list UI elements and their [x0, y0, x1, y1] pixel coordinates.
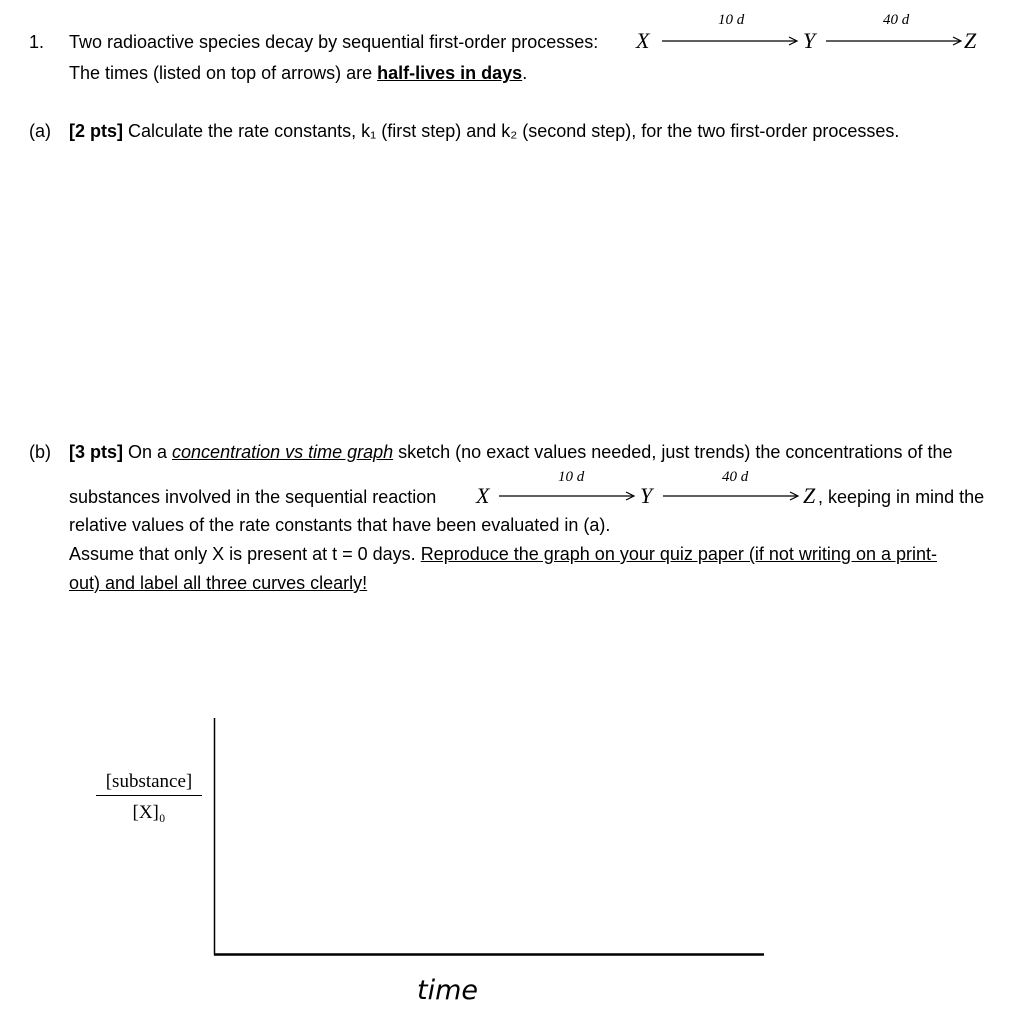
part-b-line1-a: On a [123, 442, 173, 462]
part-b-graph-emphasis: concentration vs time graph [172, 442, 394, 462]
part-a-question: Calculate the rate constants, k₁ (first step) and k₂ (second step), for the two first-order processes. [123, 121, 900, 141]
question-intro: Two radioactive species decay by sequential first-order processes: [69, 32, 599, 52]
half-life-2: 40 d [883, 12, 910, 28]
half-life-note-suffix: . [522, 63, 528, 83]
part-b-instruction-1: Reproduce the graph on your quiz paper (if not writing on a print- [420, 544, 937, 564]
part-a-label: (a) [29, 121, 51, 141]
species-y: Y [803, 28, 816, 53]
half-life-emphasis: half-lives in days [377, 63, 523, 83]
species-z-2: Z [803, 483, 816, 508]
species-z: Z [964, 28, 977, 53]
x-axis-label: time [417, 975, 479, 1006]
part-b-line1-b: sketch (no exact values needed, just trends) the concentrations of the [393, 442, 953, 462]
part-b-assumption: Assume that only X is present at t = 0 days. [69, 544, 421, 564]
part-a-points: [2 pts] [69, 121, 123, 141]
part-b-instruction-2: out) and label all three curves clearly! [69, 573, 368, 593]
part-b-label: (b) [29, 442, 51, 462]
half-life-1: 10 d [718, 12, 745, 28]
half-life-2-b: 40 d [722, 469, 749, 485]
part-b-line3: relative values of the rate constants that have been evaluated in (a). [69, 515, 611, 535]
part-b-line2-a: substances involved in the sequential reaction [69, 487, 437, 507]
half-life-1-b: 10 d [558, 469, 585, 485]
species-x-2: X [476, 483, 490, 508]
half-life-note-prefix: The times (listed on top of arrows) are [69, 63, 378, 83]
species-y-2: Y [640, 483, 653, 508]
y-axis-label-denominator: [X]₀ [132, 802, 166, 823]
y-axis-label-numerator: [substance] [96, 771, 202, 796]
part-b-points: [3 pts] [69, 442, 123, 462]
part-b-line2-b: , keeping in mind the [818, 487, 985, 507]
species-x: X [636, 28, 650, 53]
question-number: 1. [29, 32, 45, 52]
